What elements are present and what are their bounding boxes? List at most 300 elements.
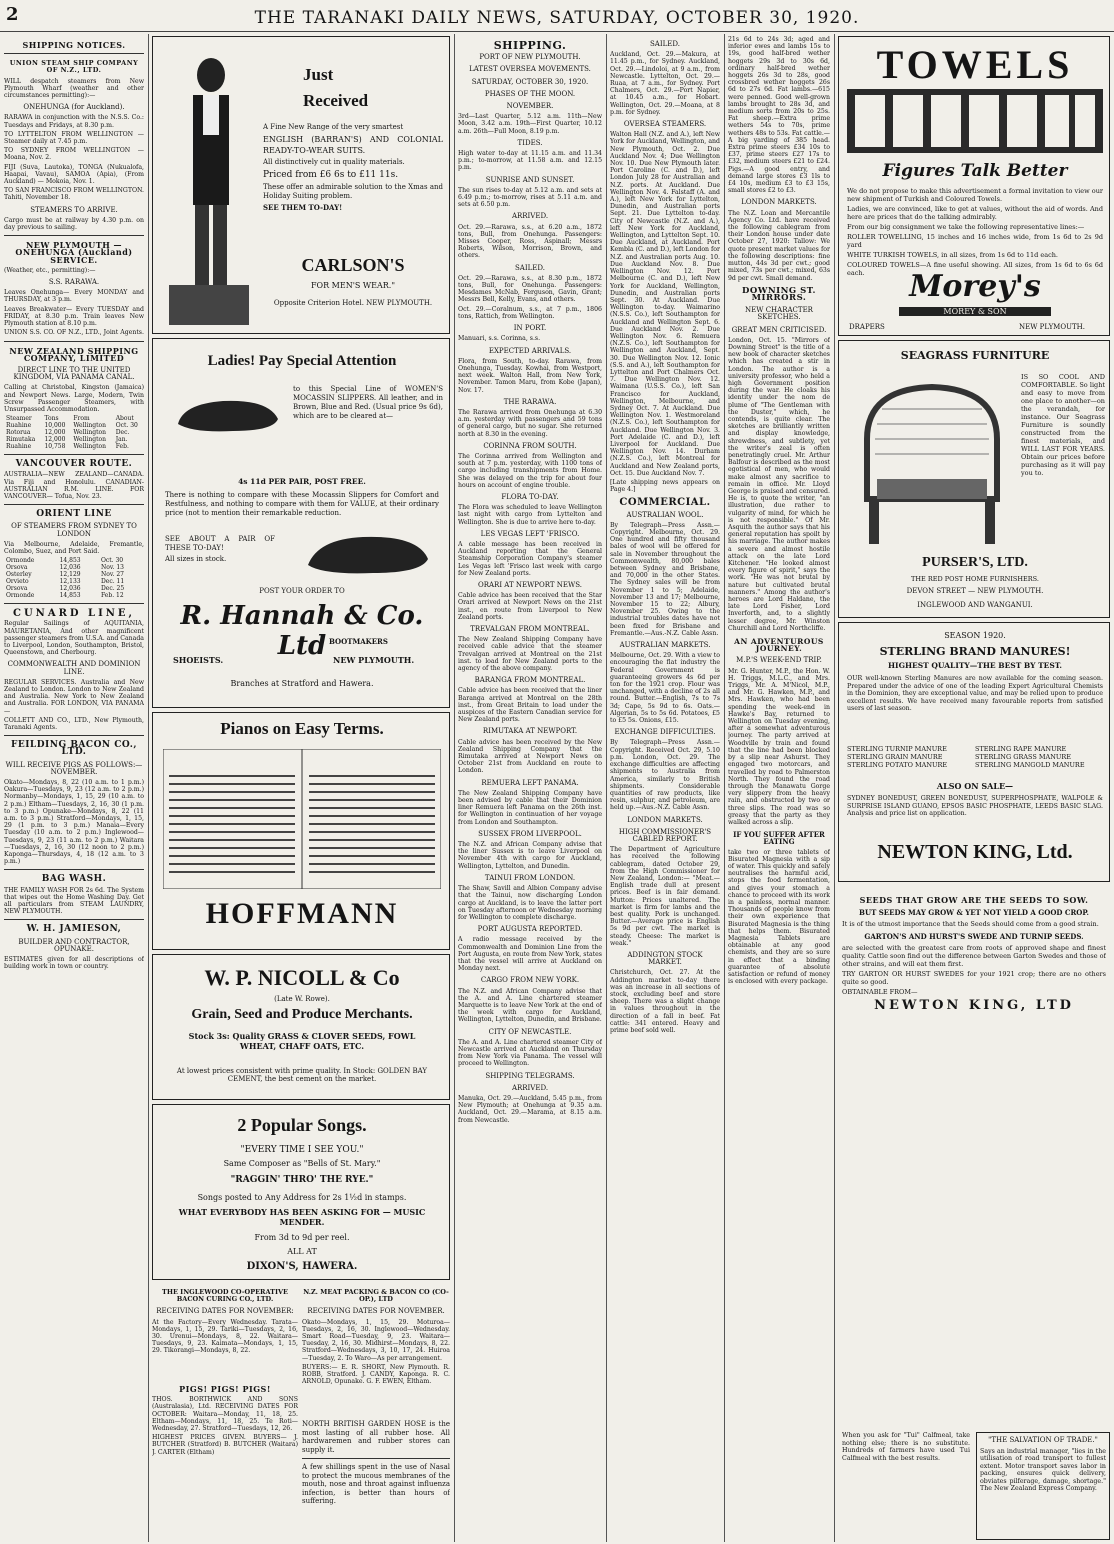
hannah-logo: R. Hannah & Co. Ltd [180, 601, 424, 661]
pursers-title: PURSER'S, LTD. [922, 555, 1028, 570]
ladies-text: to this Special Line of WOMEN'S MOCASSIN SLIPPERS. All leather, and in Brown, Blue and Red. (Usual price 9s 6d), which are to be cleared at— [293, 385, 443, 420]
table-cell: Jan. [115, 436, 128, 444]
orari-heading: ORARI AT NEWPORT NEWS. [477, 580, 582, 589]
exchange-heading: EXCHANGE DIFFICULTIES. [614, 728, 716, 737]
nicoll-ad [152, 954, 450, 1100]
rimutaka-text: Cable advice has been received by the New Zealand Shipping Company that the Rimutaka arrived at Newport News on October 21st from Auckland en route to London. [458, 738, 602, 775]
corinna-text: The Corinna arrived from Wellington and south at 7 p.m. yesterday, with 1100 tons of cargo including transhipments from Home. She was delayed on the trip for about four hours on account of engine trouble. [458, 452, 602, 489]
drapers-label: DRAPERS [849, 323, 885, 331]
calfmeal-ad [842, 1432, 970, 1540]
table-cell: Oct. 30 [115, 422, 138, 430]
table-cell: Orsova [6, 585, 28, 593]
divider [4, 919, 144, 920]
journey-subheading: M.P.'S WEEK-END TRIP. [736, 656, 822, 665]
sailed-text: Auckland, Oct. 29.—Makura, at 11.45 p.m., for Sydney. Auckland, Oct. 29.—Lindoloi, at 9 a.m., from Newcastle. Lyttelton, Oct. 29.—Ruaa, at 7 a.m., for Sydney. Port Chalmers, Oct. 29.—Port Napier, at 10.45 a.m., for Hobart. Wellington, Oct. 29.—Moana, at 8 p.m. for Sydney. [610, 51, 720, 116]
sterling-manures-ad [838, 622, 1110, 882]
sailed-text: Oct. 29.—Rarawa, s.s., at 8.30 p.m., 1872 tons, Bull, for Onehunga. Passengers: Mesdames McNab, Ferguson, Gavin, Grant; Messrs Bell, Kelly, Evans, and others. [458, 274, 602, 304]
table-header-row [4, 415, 144, 422]
table-header-cell: About [115, 415, 134, 423]
divider [4, 341, 144, 342]
table-cell: Ormonde [6, 557, 35, 565]
nicoll-stock: Stock 3s: Quality GRASS & CLOVER SEEDS, FOWL WHEAT, CHAFF OATS, ETC. [188, 1031, 416, 1051]
slipper-illustration [173, 389, 283, 439]
fiji-text: FIJI (Suva, Lautoka), TONGA (Nukualofa, Haapai, Vavau), SAMOA (Apia), (From Auckland) — Mokoia, Nov. 1. [4, 163, 144, 186]
sunrise-heading: SUNRISE AND SUNSET. [485, 175, 575, 184]
eating-heading: IF YOU SUFFER AFTER EATING [733, 830, 825, 847]
pigs-ad [152, 1380, 298, 1540]
table-cell: Wellington [73, 422, 106, 430]
pursers-address: DEVON STREET — NEW PLYMOUTH. [906, 587, 1044, 595]
salvation-heading: "THE SALVATION OF TRADE." [988, 1436, 1098, 1444]
jr-see: SEE THEM TO-DAY! [263, 203, 343, 212]
table-cell: 12,000 [44, 429, 66, 437]
songs-text: Songs posted to Any Address for 2s 1½d in stamps. [197, 1193, 407, 1202]
seagrass-text: IS SO COOL AND COMFORTABLE. So light and easy to move from one place to another—on the verandah, for instance. Our Seagrass Furniture is soundly constructed from the finest materials, and WILL LAST FOR YEARS. Obtain our prices before purchasing as it will pay you to. [1021, 373, 1105, 477]
exchange-text: By Telegraph—Press Assn.—Copyright. Received Oct. 29, 5.10 p.m. London, Oct. 29. The exchange difficulties are affecting shipments to Australia from America, similarly to British shipments. Considerable quantities of raw products, like resin, sulphur, and petroleum, are held up.—Aus.-N.Z. Cable Assn. [610, 739, 720, 812]
les-vegas-text: A cable message has been received in Auckland reporting that the General Steamship Corporation Company's steamer Les Vegas left 'Frisco last week with cargo for New Zealand ports. [458, 540, 602, 577]
figures-text: We do not propose to make this advertisement a formal invitation to view our new shipment of Turkish and Coloured Towels. [847, 187, 1103, 203]
lyttelton-text: TO LYTTELTON FROM WELLINGTON — Steamer daily at 7.45 p.m. [4, 130, 144, 146]
table-cell: Ruahine [6, 443, 32, 451]
london-markets-text: The N.Z. Loan and Mercantile Agency Co. Ltd. have received the following cablegram from their London house under date October 27, 1920: Tallow: We quote present market values for the following descriptions: fine mutton, 44s 3d per cwt.; good mixed, 73s per cwt.; mixed, 63s 9d per cwt. Small demand. [728, 209, 830, 282]
ladies-text-2: There is nothing to compare with these Mocassin Slippers for Comfort and Restfulness, and nothing to compare with them for VALUE, at their ordinary price (not to mention their remarkable reduction. [165, 491, 439, 517]
weather-note: (Weather, etc., permitting):— [4, 266, 96, 274]
list-item: STERLING GRASS MANURE [975, 753, 1072, 761]
market-text: 21s 6d to 24s 3d; aged and inferior ewes and lambs 15s to 19s, good half-bred wether hoggets 29s 3d to 30s 6d, ordinary half-bred wether hoggets 26s 3d to 28s, good crossbred wether hoggets 26s 6d to 27s 6d. Fat lambs.—615 were penned. Good well-grown lambs brought to 28s 3d, and medium sorts from 20s to 25s. Fat sheep.—Extra prime wethers 54s to 70s, prime wethers 48s to 53s. Fat cattle.—A big yarding of 385 head. Extra prime steers £34 10s to £37, prime steers £27 17s to £32, medium steers £21 to £24. Pigs.—A good entry, and demand large stores £3 1ls to £4 10s, medium £3 to £3 15s, small stores £2 to £3. [728, 36, 830, 195]
markets-heading: AUSTRALIAN MARKETS. [619, 641, 711, 650]
table-header-cell: Steamer [6, 415, 32, 423]
sunrise-text: The sun rises to-day at 5.12 a.m. and sets at 6.49 p.m.; to-morrow, rises at 5.11 a.m. and sets at 6.50 p.m. [458, 186, 602, 209]
steamers-to-arrive: STEAMERS TO ARRIVE. [30, 205, 118, 214]
table-cell: Orsova [6, 564, 28, 572]
nasal-text: A few shillings spent in the use of Nasal to protect the mucous membranes of the mouth, nose and throat against influenza infection, is better than hours of suffering. [302, 1463, 450, 1505]
sailed-text-2: Oct. 29.—Coralnum, s.s., at 7 p.m., 1806 tons, Rattich, from Wellington. [458, 305, 602, 320]
orient-subheading: OF STEAMERS FROM SYDNEY TO LONDON [11, 522, 137, 538]
jamieson-subheading: BUILDER AND CONTRACTOR, OPUNAKE. [18, 937, 130, 953]
sailed-heading: SAILED. [650, 40, 680, 48]
sterling-subheading: HIGHEST QUALITY—THE BEST BY TEST. [887, 661, 1063, 670]
flora-heading: FLORA TO-DAY. [501, 492, 559, 501]
jamieson-heading: W. H. JAMIESON, [26, 924, 122, 935]
table-row [4, 592, 144, 599]
london-subheading: HIGH COMMISSIONER'S CABLED REPORT. [618, 827, 712, 843]
salvation-text: Says an industrial manager, "lies in the utilisation of road transport to fullest extent. Motor transport saves labor in packing, ensures quick delivery, obviates pilferage, damage, shortage." The New Zealand Express Company. [980, 1447, 1106, 1492]
telegrams-arrived: ARRIVED. [511, 1083, 549, 1092]
ladies-price: 4s 11d PER PAIR, POST FREE. [238, 477, 366, 486]
table-cell: Wellington [73, 443, 106, 451]
feilding-heading: FEILDING BACON CO., LTD. [10, 740, 138, 758]
chair-illustration [847, 369, 1017, 549]
table-cell: Dec. 25 [100, 585, 125, 593]
roller-towelling: ROLLER TOWELLING, 15 inches and 16 inches wide, from 1s 6d to 2s 9d yard [847, 233, 1103, 249]
nz-meat-ad [302, 1284, 450, 1414]
expected-text: Flora, from South, to-day. Rarawa, from Onehunga, Tuesday. Kowhai, from Westport, next week. Walton Hall, from New York, November. Tamon Maru, from Kobe (Japan), Nov. 17. [458, 357, 602, 394]
moreys-subtitle: MOREY & SON [899, 307, 1051, 316]
ladies-stores: All sizes in stock. [165, 555, 227, 563]
slipper-illustration [303, 525, 433, 581]
table-cell: Nov. 13 [100, 564, 124, 572]
table-row [4, 443, 144, 450]
port-augusta-text: A radio message received by the Commonwealth and Dominion Line from the Port Augusta, en route from New York, states that the vessel will arrive at Auckland on Monday next. [458, 936, 602, 973]
cargo-text: Cargo must be at railway by 4.30 p.m. on day previous to sailing. [4, 216, 144, 232]
nicoll-title: W. P. NICOLL & Co [204, 965, 400, 990]
seagrass-heading: SEAGRASS FURNITURE [900, 349, 1050, 362]
ladies-see: SEE ABOUT A PAIR OF THESE TO-DAY! [165, 535, 275, 552]
garden-hose-text: NORTH BRITISH GARDEN HOSE is the most lasting of all rubber hose. All hardwaremen and rubber stores can supply it. [302, 1420, 450, 1454]
baranga-heading: BARANGA FROM MONTREAL. [474, 676, 586, 685]
seeds-text: It is of the utmost importance that the Seeds should come from a good strain. [842, 920, 1099, 928]
stock-text: Christchurch, Oct. 27. At the Addington market to-day there was an increase in all sections of stock, excluding beef and store sheep. There was a slight change in values throughout in the direction of a fall in beef. Fat cattle: 341 entered. Heavy and prime beef sold well. [610, 969, 720, 1034]
wool-heading: AUSTRALIAN WOOL. [626, 510, 704, 519]
rimutaka-heading: RIMUTAKA AT NEWPORT. [482, 727, 578, 736]
markets-text: Melbourne, Oct. 29. With a view to encouraging the flat industry the Federal Government is guaranteeing growers 4s 6d per ton for the 1921 crop. Flour was unchanged, with a decline of 2s all round. Butter.—English, 7s to 7s 3d; Cape, 5s 9d to 6s. Oats.—Algerian, 5s to 5s 6d. Potatoes, £5 to £5 5s. Onions, £15. [610, 652, 720, 725]
inglewood-ad [152, 1284, 298, 1374]
corinna-heading: CORINNA FROM SOUTH. [483, 441, 577, 450]
sterling-text: OUR well-known Sterling Manures are now available for the coming season. Prepared under the advice of one of the leading Expert Agricultural Chemists in the Dominion, they are exceptional value, and may be relied upon to produce excellent results. We have received many favourable reports from satisfied users of last season. [847, 675, 1103, 712]
expected-heading: EXPECTED ARRIVALS. [488, 346, 572, 355]
telegrams-heading: SHIPPING TELEGRAMS. [485, 1071, 575, 1080]
list-item: STERLING MANGOLD MANURE [975, 761, 1085, 769]
inglewood-heading: THE INGLEWOOD CO-OPERATIVE BACON CURING CO., LTD. [161, 1288, 289, 1304]
remuera-text: The New Zealand Shipping Company have been advised by cable that their Dominion liner Remuera left Panama on the 26th inst. for Wellington in continuation of her voyage from London and Southampton. [458, 789, 602, 826]
baranga-text: Cable advice has been received that the liner Baranga arrived at Montreal on the 28th inst., from Great Britain to load under the auspices of the Eastern Canadian service for New Zealand ports. [458, 687, 602, 724]
try-text: TRY GARTON OR HURST SWEDES for your 1921 crop; there are no others quite so good. [842, 970, 1106, 986]
garton-text: are selected with the greatest care from roots of approved shape and finest quality. Cattle soon find out the difference between Garton Swedes and those of other strains, and will eat them first. [842, 944, 1106, 968]
port-heading: PORT OF NEW PLYMOUTH. [479, 53, 581, 62]
sanfran-text: TO SAN FRANCISCO FROM WELLINGTON. Tahiti, November 18. [4, 187, 144, 202]
in-port-text: Manuari, s.s. Corinna, s.s. [458, 335, 541, 343]
commonwealth-heading: COMMONWEALTH AND DOMINION LINE. [7, 660, 141, 676]
nz-subheading: RECEIVING DATES FOR NOVEMBER. [307, 1307, 445, 1316]
wool-text: By Telegraph—Press Assn.—Copyright. Melbourne, Oct. 29. One hundred and fifty thousand bales of wool will be offered for sale in November throughout the Commonwealth, 80,000 bales between Sydney and Brisbane, and 70,000 in the other States. The Sydney sales will be from November 1 to 5; Adelaide, November 13 and 17; Melbourne, November 15 to 22; Albury, November 25. Owing to the industrial troubles dates have not been fixed for Brisbane and Fremantle.—Aus.-N.Z. Cable Assn. [610, 521, 720, 637]
sterling-list [847, 745, 1103, 769]
page-number: 2 [6, 4, 19, 25]
carlson-address: Opposite Criterion Hotel. NEW PLYMOUTH. [273, 299, 433, 307]
nicoll-subtitle: Grain, Seed and Produce Merchants. [191, 1007, 413, 1022]
column-shipping [458, 36, 602, 1540]
bagwash-text: THE FAMILY WASH FOR 2s 6d. The System that wipes out the Home Washing Day. Get all particulars from STEAM LAUNDRY, NEW PLYMOUTH. [4, 886, 144, 916]
leaves-breakwater: Leaves Breakwater— Every TUESDAY and FRIDAY, at 8.30 p.m. Train leaves New Plymouth station at 8.10 p.m. [4, 305, 144, 328]
column-shipping-notices [4, 36, 144, 1540]
nz-heading: N.Z. MEAT PACKING & BACON CO (CO-OP.), LTD [303, 1288, 449, 1304]
pursers-branches: INGLEWOOD AND WANGANUI. [917, 601, 1033, 609]
column-rule [454, 34, 455, 1542]
sydney-text: TO SYDNEY FROM WELLINGTON — Moana, Nov. 2. [4, 147, 144, 162]
column-rule [148, 34, 149, 1542]
towels-ad [838, 36, 1110, 336]
towels-illustration [847, 89, 1103, 153]
vancouver-heading: VANCOUVER ROUTE. [15, 459, 133, 470]
trevalgan-text: The New Zealand Shipping Company have received cable advice that the steamer Trevalgan arrived at Montreal on the 21st inst. to load for New Zealand ports to the agency of the above company. [458, 636, 602, 673]
feilding-text: Okato—Mondays, 8, 22 (10 a.m. to 1 p.m.) Oakura—Tuesdays, 9, 23 (12 a.m. to 2 p.m.) Normanby—Mondays, 1, 15, 29 (10 a.m. to 2 p.m.) Eltham—Tuesdays, 2, 16, 30 (1 p.m. to 3 p.m.) Opunake—Mondays, 8, 22 (11 a.m. to 3 p.m.) Stratford—Mondays, 1, 15, 29 (1 p.m. to 3 p.m.) Manaia—Every Tuesday (10 a.m. to 2 p.m.) Inglewood—Tuesdays, 9, 23 (11 a.m. to 2 p.m.) Waitara—Tuesdays, 2, 16, 30 (12 noon to 2 p.m.) Kaponga—Thursdays, 4, 18 (12 a.m. to 3 p.m.) [4, 779, 144, 866]
nzsc-subheading: DIRECT LINE TO THE UNITED KINGDOM, VIA PANAMA CANAL. [13, 365, 135, 382]
calfmeal-text: When you ask for "Tui" Calfmeal, take nothing else; there is no substitute. Hundreds of farmers have used Tui Calfmeal with the best results. [842, 1432, 970, 1462]
newcastle-heading: CITY OF NEWCASTLE. [488, 1027, 572, 1036]
newton-king-title: NEWTON KING, Ltd. [877, 841, 1073, 863]
table-cell: Osterley [6, 571, 32, 579]
jr-price: Priced from £6 6s to £11 11s. [263, 170, 399, 180]
table-cell: Oct. 30 [100, 557, 124, 565]
tides-text: High water to-day at 11.15 a.m. and 11.34 p.m.; to-morrow, at 11.58 a.m. and 12.15 p.m. [458, 150, 602, 172]
figures-body [847, 187, 1103, 279]
table-cell: Orvieto [6, 578, 29, 586]
column-rule [834, 34, 835, 1542]
garton-heading: GARTON'S AND HURST'S SWEDE AND TURNIP SEEDS. [864, 932, 1084, 941]
rarawa-text: The Rarawa arrived from Onehunga at 6.30 a.m. yesterday with passengers and 59 tons of general cargo, but no sugar. She returned north at 8.30 in the evening. [458, 408, 602, 438]
london-text: The Department of Agriculture has received the following cablegram, dated October 29, from the High Commissioner for New Zealand, London:— "Meat.—English trade dull at present prices. Beef is in fair demand. Mutton: Prices unaltered. The market is firm for lambs and the best quality. Pork is unchanged. Butter.—Average price is English 5s 9d per cwt. The market is steady. Cheese: The market is weak." [610, 846, 720, 947]
table-cell: 12,133 [59, 578, 81, 586]
jr-text: A Fine New Range of the very smartest [263, 123, 404, 131]
phases-heading: PHASES OF THE MOON. [484, 89, 576, 98]
price-table [163, 749, 441, 889]
newcastle-text: The A. and A. Line chartered steamer City of Newcastle arrived at Auckland on Thursday from New York via Panama. The vessel will proceed to Wellington. [458, 1038, 602, 1068]
song-1: "EVERY TIME I SEE YOU." [240, 1145, 364, 1155]
ladies-slippers-ad [152, 338, 450, 708]
jamieson-text: ESTIMATES given for all descriptions of building work in town or country. [4, 956, 144, 971]
sussex-heading: SUSSEX FROM LIVERPOOL. [478, 829, 582, 838]
arrived-text: Oct. 29.—Rarawa, s.s., at 6.20 a.m., 1872 tons, Bull, from Onehunga. Passengers: Misses Cooper, Ross, Aspinall; Messrs Roberts, Wilson, Morrison, Brown, and others. [458, 223, 602, 260]
table-cell: Feb. 12 [100, 592, 124, 600]
jr-xmas: These offer an admirable solution to the Xmas and Holiday Suiting problem. [263, 183, 443, 200]
telegrams-text: Manuka, Oct. 29.—Auckland, 5.45 p.m., from New Plymouth; at Onehunga at 9.35 a.m. Auckland, Oct. 29.—Marama, at 8.15 a.m. from Newcastle. [458, 1094, 602, 1124]
column-rule [606, 34, 607, 1542]
nzsc-text: Calling at Christobal, Kingston (Jamaica) and Newport News. Large, Modern, Twin Screw Passenger Steamers, with Unsurpassed Accommodation. [4, 384, 144, 413]
carlson-title: CARLSON'S [301, 255, 405, 275]
table-cell: 12,036 [59, 564, 81, 572]
hose-ad [302, 1420, 450, 1540]
hoffmann-title: HOFFMANN [205, 897, 399, 930]
orient-table [4, 557, 144, 599]
table-row [4, 429, 144, 436]
songs-price: From 3d to 9d per reel. [254, 1233, 350, 1242]
ladies-see-block [165, 535, 275, 566]
table-row [4, 578, 144, 585]
steamer-table [4, 415, 144, 450]
gentleman-illustration [159, 45, 259, 329]
table-cell: 10,000 [44, 422, 66, 430]
cunard-text: Regular Sailings of AQUITANIA, MAURETANIA, And other magnificent passenger steamers from U.S.A. and Canada to Liverpool, London, Southampton, Bristol, Queenstown, and Cherbourg. [4, 620, 144, 657]
table-cell: Rotorua [6, 429, 31, 437]
nicoll-late: (Late W. Rowe). [274, 995, 330, 1003]
port-augusta-heading: PORT AUGUSTA REPORTED. [477, 925, 583, 934]
divider [4, 454, 144, 455]
table-cell: Wellington [73, 429, 106, 437]
vancouver-text: AUSTRALIA—NEW ZEALAND—CANADA. Via Fiji and Honolulu. CANADIAN-AUSTRALIAN R.M. LINE. FOR VANCOUVER— Tofua, Nov. 23. [4, 471, 144, 500]
moon-text: 3rd—Last Quarter, 5.12 a.m. 11th—New Moon, 3.42 a.m. 19th—First Quarter, 10.12 a.m. 26th—Full Moon, 8.19 p.m. [458, 113, 602, 135]
tainui-heading: TAINUI FROM LONDON. [484, 873, 576, 882]
leaves-onehunga: Leaves Onehunga— Every MONDAY and THURSDAY, at 3 p.m. [4, 289, 144, 304]
hannah-new-plymouth: NEW PLYMOUTH. [333, 655, 415, 665]
pursers-subtitle: THE RED POST HOME FURNISHERS. [911, 575, 1039, 583]
song-2: "RAGGIN' THRO' THE RYE." [230, 1175, 374, 1185]
list-item: STERLING RAPE MANURE [975, 745, 1067, 753]
table-header-cell: Tons [44, 415, 59, 423]
also-text: SYDNEY BONEDUST, GREEN BONEDUST, SUPERPHOSPHATE, WALPOLE & SURPRISE ISLAND GUANO, EPSOS BASIC PHOSPHATE, LEEDS BASIC SLAG. Analysis and price list on application. [847, 795, 1103, 817]
table-cell: Ormonde [6, 592, 35, 600]
pigs-heading: PIGS! PIGS! PIGS! [179, 1384, 271, 1394]
usco-heading: UNION STEAM SHIP COMPANY OF N.Z., LTD. [9, 59, 139, 75]
sterling-heading: STERLING BRAND MANURES! [879, 645, 1071, 658]
just-received-ad [152, 36, 450, 334]
table-cell: Feb. [115, 443, 129, 451]
hannah-branches: Branches at Stratford and Hawera. [230, 679, 374, 688]
date-line: SATURDAY, OCTOBER 30, 1920. [471, 77, 589, 86]
downing-subheading: NEW CHARACTER SKETCHES. [745, 306, 813, 322]
inglewood-text: At the Factory—Every Wednesday. Tarata—Mondays, 1, 15, 29. Tariki—Tuesdays, 2, 16, 30. Urenui—Mondays, 8, 22. Waitara—Tuesdays, 9, 23. Kaimata—Mondays, 1, 15, 29. Tikorangi—Mondays, 8, 22. [152, 1318, 298, 1355]
season-label: SEASON 1920. [944, 631, 1006, 640]
divider [4, 53, 144, 54]
also-body [847, 795, 1103, 820]
seeds-ad [842, 890, 1106, 1140]
table-cell: 14,853 [59, 557, 81, 565]
table-cell: Ruahine [6, 422, 32, 430]
rarawa-heading: THE RARAWA. [503, 397, 557, 406]
inglewood-subheading: RECEIVING DATES FOR NOVEMBER: [156, 1307, 294, 1316]
commercial-heading: COMMERCIAL. [619, 497, 711, 509]
nz-text: Okato—Mondays, 1, 15, 29. Moturoa—Tuesdays, 2, 16, 30. Inglewood—Wednesday. Smart Road—Tuesday, 9, 23. Waitara—Tuesday, 2, 16, 30. Midhirst—Mondays, 8, 22. Stratford—Wednesdays, 3, 10, 17, 24. Huiroa—Tuesday, 2. To Waro—As per arrangement. [302, 1318, 450, 1362]
shipping-notices-heading: SHIPPING NOTICES. [22, 40, 126, 50]
trevalgan-heading: TREVALGAN FROM MONTREAL. [470, 625, 590, 633]
cargo-ny-heading: CARGO FROM NEW YORK. [480, 976, 580, 985]
table-cell: Dec. 11 [100, 578, 125, 586]
moreys-logo: Morey's [909, 269, 1041, 304]
drapers-location: NEW PLYMOUTH. [1019, 323, 1085, 331]
collett-text: COLLETT AND CO., LTD., New Plymouth, Taranaki Agents. [4, 716, 144, 731]
agents-text: UNION S.S. CO. OF N.Z., LTD., Joint Agents. [4, 329, 144, 337]
oversea-text: Walton Hall (N.Z. and A.), left New York for Auckland, Wellington, and New Plymouth, Oct. 2. Due Auckland Nov. 4; Due Wellington Nov. 10. Due New Plymouth later. Port Caroline (C. and D.), left London July 28 for Australian and N.Z. ports. At Auckland. Due Wellington Nov. 4. Falstaff (A. and A.), left New York for Lyttelton, Dunedin, and Australian ports Sept. 21. Due Lyttelton to-day. City of Newcastle (N.Z. and A.), left New York for Auckland, Wellington, and Lyttelton Sept. 10. Due Auckland, at Auckland. Port Kembla (C. and D.), left London for N.Z. and Australian ports Aug. 10. Due Auckland Nov. 8. Due Wellington Nov. 12. Port Melbourne (C. and D.), left New York for Auckland, Wellington, Dunedin, and Australian ports Sept. 30. At Auckland. Due Wellington to-day. Waimarino (N.S.S. Co.), left Southampton for Auckland and Wellington Sept. 6. Due Auckland Nov. 2. Due Wellington Nov. 6. Remuera (N.Z.S. Co.), left Southampton for Wellington and Auckland, Sept. 30. Due Wellington Nov. 12. Ionic (S.S. and A.), left Southampton for Lyttelton and Port Chalmers Oct. 7. Due Wellington Nov. 12. Waimana (U.S.S. Co.), left San Francisco for Auckland, Wellington, Melbourne, and Sydney Oct. 7. At Auckland. Due Wellington Nov. 1. Westmoreland (N.Z.S. Co.), left Southampton for Auckland. Due Wellington Nov. 3. Port Adelaide (C. and D.), left Liverpool for Auckland. Due Wellington Nov. 14. Durham (N.Z.S. Co.), left Montreal for Auckland and New Zealand ports, Oct. 15. Due Auckland Nov. 7. [610, 131, 720, 477]
in-port-heading: IN PORT. [513, 324, 547, 333]
table-cell: 12,129 [59, 571, 81, 579]
list-item: STERLING POTATO MANURE [847, 761, 948, 769]
just-received-title-2: Received [303, 91, 369, 110]
post-order: POST YOUR ORDER TO [259, 587, 345, 595]
table-row [4, 422, 144, 429]
table-cell: 14,853 [59, 592, 81, 600]
arrived-heading: ARRIVED. [511, 212, 549, 221]
column-commercial [610, 36, 720, 1540]
journey-heading: AN ADVENTUROUS JOURNEY. [734, 637, 824, 654]
table-cell: Dec. [115, 429, 130, 437]
ladies-heading: Ladies! Pay Special Attention [207, 353, 397, 369]
songs-ad [152, 1104, 450, 1280]
figures-text-3: From our big consignment we take the following representative lines:— [847, 223, 1085, 231]
cargo-ny-text: The N.Z. and African Company advise that the A. and A. Line chartered steamer Marquette is to leave New York at the end of the week with cargo for Auckland, Wellington, Lyttelton, Dunedin, and Brisbane. [458, 987, 602, 1024]
songs-heading: 2 Popular Songs. [237, 1115, 367, 1135]
songs-all-at: ALL AT [287, 1247, 317, 1256]
list-item: STERLING TURNIP MANURE [847, 745, 947, 753]
white-towels: WHITE TURKISH TOWELS, in all sizes, from 1s 6d to 11d each. [847, 251, 1058, 259]
orari-text: Cable advice has been received that the Star Orari arrived at Newport News on the 21st inst., en route from Liverpool to New Zealand ports. [458, 592, 602, 621]
table-row [4, 557, 144, 564]
feilding-subheading: WILL RECEIVE PIGS AS FOLLOWS:— NOVEMBER. [5, 760, 143, 776]
shipping-heading: SHIPPING. [493, 39, 567, 52]
sailed-heading: SAILED. [515, 263, 545, 272]
november-heading: NOVEMBER. [506, 102, 554, 111]
list-item: STERLING GRAIN MANURE [847, 753, 943, 761]
figures-heading: Figures Talk Better [882, 161, 1068, 181]
pianos-heading: Pianos on Easy Terms. [220, 719, 384, 738]
songs-want: WHAT EVERYBODY HAS BEEN ASKING FOR — MUSIC MENDER. [178, 1207, 426, 1227]
table-cell: 12,000 [44, 436, 66, 444]
table-row [4, 571, 144, 578]
downing-text: London, Oct. 15. "Mirrors of Downing Street" is the title of a new book of character sketches which has created a stir in London. The author is a university professor, who held a high Government position during the war. He cloaks his identity under the nom de plume of "The Gentleman with the Duster," which, he contends, is quite clear. The sketches are brilliantly written and display knowledge, shrewdness, and subtlety, yet the writer's zeal is often penetratingly cruel. Mr. Arthur Balfour is described as the most egotistical of men, who would make almost any sacrifice to remain in office. Mr. Lloyd George is praised and censured. He is, to quote the writer, "an illustration, due rather to vulgarity of mind, for which he is not responsible." Of Mr. Asquith the author says that his general reputation has spoilt by his marriage. The author makes a severe and almost hostile attack on the late Lord Kitchener. "He looked almost every figure of spirit," says the work. "He was not brutal by nature but cultivated brutal manners." Among the author's heroes are Lord Haldane, the late Lord Fisher, Lord Inverforth, and, to a slightly lesser degree, Mr. Winston Churchill and Lord Northcliffe. [728, 336, 830, 632]
commonwealth-text: REGULAR SERVICES. Australia and New Zealand to London. London to New Zealand and Australia. New York to New Zealand and Australia. FOR LONDON, VIA PANAMA— [4, 678, 144, 715]
jr-quality: All distinctively cut in quality materials. [263, 158, 405, 166]
table-cell: 12,036 [59, 585, 81, 593]
masthead: THE TARANAKI DAILY NEWS, SATURDAY, OCTOBER 30, 1920. [254, 8, 860, 28]
later-note: [Late shipping news appears on Page 4.] [610, 478, 720, 494]
cunard-heading: CUNARD LINE, [13, 608, 135, 620]
column-news [728, 36, 830, 1540]
downing-heading: DOWNING ST. MIRRORS. [742, 285, 816, 303]
just-received-title-1: Just [303, 65, 334, 84]
pianos-ad [152, 712, 450, 950]
bagwash-heading: BAG WASH. [41, 874, 107, 885]
onehunga-heading: ONEHUNGA (for Auckland). [23, 103, 125, 112]
flora-text: The Flora was scheduled to leave Wellington last night with cargo from Lyttelton and Wellington. She is due to arrive here to-day. [458, 504, 602, 526]
orient-heading: ORIENT LINE [36, 509, 112, 520]
hannah-bootmakers: BOOTMAKERS [329, 637, 388, 646]
carlson-subtitle: FOR MEN'S WEAR." [310, 281, 395, 290]
ladies-text-block [293, 385, 443, 423]
newton-king-footer: NEWTON KING, LTD [874, 998, 1074, 1013]
downing-subheading-2: GREAT MEN CRITICISED. [731, 325, 827, 334]
divider [4, 869, 144, 870]
les-vegas-heading: LES VEGAS LEFT 'FRISCO. [480, 529, 580, 538]
seeds-heading: SEEDS THAT GROW ARE THE SEEDS TO SOW. [859, 895, 1089, 905]
coloured-towels: COLOURED TOWELS—A fine useful showing. All sizes, from 1s 6d to 6s 6d each. [847, 261, 1103, 277]
oversea-heading: OVERSEA STEAMERS. [623, 120, 707, 129]
table-cell: Nov. 27 [100, 571, 124, 579]
table-cell: Wellington [73, 436, 106, 444]
table-cell: 10,758 [44, 443, 66, 451]
nzsc-heading: NEW ZEALAND SHIPPING COMPANY, LIMITED [9, 345, 139, 363]
pigs-text: THOS. BORTHWICK AND SONS (Australasia), Ltd. RECEIVING DATES FOR OCTOBER: Waitara—Monday, 11, 18, 25. Eltham—Mondays, 11, 18, 25. Te Roti—Wednesday, 27. Stratford—Tuesdays, 12, 26. [152, 1396, 298, 1433]
tides-heading: TIDES. [517, 138, 543, 147]
hannah-shoeists: SHOEISTS. [173, 655, 224, 665]
rarawa-text: RARAWA in conjunction with the N.S.S. Co.: Tuesdays and Fridays, at 8.30 p.m. [4, 114, 144, 129]
usco-text: WILL despatch steamers from New Plymouth Wharf (weather and other circumstances permitting):— [4, 77, 144, 100]
song-1-composer: Same Composer as "Bells of St. Mary." [223, 1159, 381, 1168]
table-header-cell: From [73, 415, 90, 423]
ladies-text-2-block [165, 491, 439, 520]
nz-buyers: BUYERS:— E. R. SHORT, New Plymouth. R. ROBB, Stratford. J. CANDY, Kaponga. R. C. ARNOLD, Opunake. G. F. EWEN, Eltham. [302, 1363, 450, 1386]
table-row [4, 436, 144, 443]
obtainable-text: OBTAINABLE FROM— [842, 988, 918, 996]
column-rule [724, 34, 725, 1542]
divider [4, 603, 144, 604]
np-onehunga-heading: NEW PLYMOUTH — ONEHUNGA (Auckland) SERVICE. [15, 240, 133, 265]
table-row [4, 564, 144, 571]
jr-suits: ENGLISH (BARRAN'S) AND COLONIAL READY-TO-WEAR SUITS. [263, 135, 443, 155]
also-on-sale: ALSO ON SALE— [936, 781, 1014, 791]
divider [4, 235, 144, 236]
just-received-body [263, 123, 443, 214]
divider [4, 504, 144, 505]
stock-heading: ADDINGTON STOCK MARKET. [627, 950, 703, 967]
figures-text-2: Ladies, we are convinced, like to get at values, without the aid of words. And here are prices that do the talking admirably. [847, 205, 1103, 221]
table-cell: Rimutaka [6, 436, 36, 444]
towels-title: TOWELS [876, 42, 1074, 87]
london-markets-heading: LONDON MARKETS. [741, 198, 817, 207]
seeds-subheading: BUT SEEDS MAY GROW & YET NOT YIELD A GOOD CROP. [859, 908, 1089, 917]
nicoll-text: At lowest prices consistent with prime quality. In Stock: GOLDEN BAY CEMENT, the best cement on the market. [176, 1067, 428, 1083]
dixon-title: DIXON'S, HAWERA. [246, 1261, 358, 1272]
orient-text: Via Melbourne, Adelaide, Fremantle, Colombo, Suez, and Port Said. [4, 540, 144, 555]
table-row [4, 585, 144, 592]
divider [302, 1458, 450, 1459]
salvation-ad [976, 1432, 1110, 1540]
